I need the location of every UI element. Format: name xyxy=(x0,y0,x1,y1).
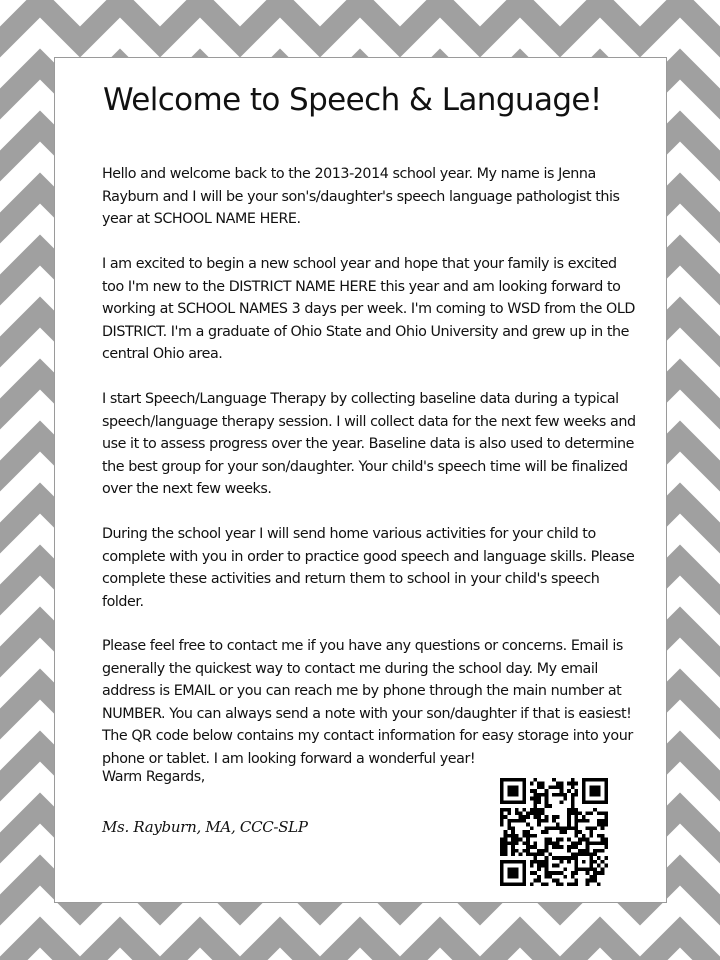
chevron-stripe xyxy=(0,2,720,42)
paragraph-contact: Please feel free to contact me if you have any questions or concerns. Email is generally the quickest way to contact me during the school day. My email address is EMAIL or you can reach me by phone through the main number at NUMBER. You can always send a note with your son/daughter if that is easiest! The QR code below contains my contact information for easy storage into your phone or tablet. I am looking forward a wonderful year! xyxy=(102,638,633,767)
letter-title: Welcome to Speech & Language! xyxy=(103,82,602,118)
paragraph-therapy: I start Speech/Language Therapy by collecting baseline data during a typical speech/language therapy session. I will collect data for the next few weeks and use it to assess progress over the year. Baseline data is also used to determine the best group for your son/daughter. Your child's speech time will be finalized over the next few weeks. xyxy=(102,391,636,497)
closing-line: Warm Regards, xyxy=(102,769,205,785)
chevron-stripe xyxy=(0,932,720,960)
paragraph-introduction: I am excited to begin a new school year and hope that your family is excited too I'm new to the DISTRICT NAME HERE this year and am looking forward to working at SCHOOL NAMES 3 days per week. I'm coming to WSD from the OLD DISTRICT. I'm a graduate of Ohio State and Ohio University and grew up in the central Ohio area. xyxy=(102,256,635,362)
signature: Ms. Rayburn, MA, CCC-SLP xyxy=(102,818,308,836)
paragraph-activities: During the school year I will send home various activities for your child to complete with you in order to practice good speech and language skills. Please complete these activities and return them to school in your child's speech folder. xyxy=(102,526,635,610)
qr-code-icon xyxy=(500,778,608,886)
paragraph-greeting: Hello and welcome back to the 2013-2014 school year. My name is Jenna Rayburn and I will be your son's/daughter's speech language pathologist this year at SCHOOL NAME HERE. xyxy=(102,166,620,227)
letter-card xyxy=(54,57,667,903)
